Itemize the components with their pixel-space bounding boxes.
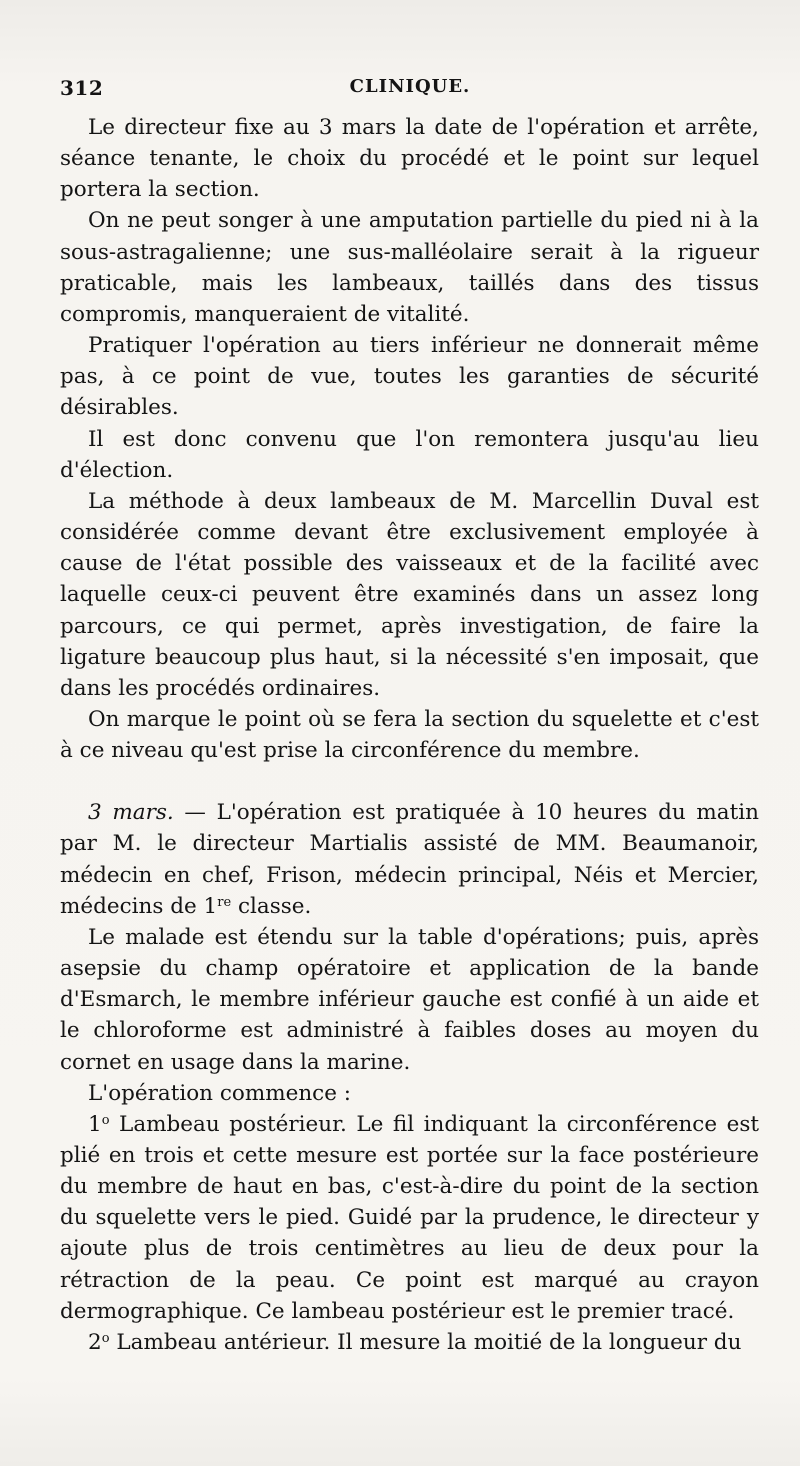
paragraph: On marque le point où se fera la section du squelette et c'est à ce niveau qu'est prise la circonférence du membre. xyxy=(60,706,759,764)
paragraph: On ne peut songer à une amputation partielle du pied ni à la sous-astragalienne; une sus-malléolaire serait à la rigueur praticable, mais les lambeaux, taillés dans des tissus compromis, manqueraient de vitalité. xyxy=(60,208,759,327)
running-head: CLINIQUE. xyxy=(349,76,471,97)
paragraph: L'opération commence : xyxy=(88,1080,352,1106)
page-number: 312 xyxy=(60,76,104,100)
item-number: 1 xyxy=(88,1111,102,1137)
page-header xyxy=(60,76,760,102)
item-number: 2 xyxy=(88,1329,102,1355)
date-label: 3 mars. xyxy=(88,800,174,826)
paragraph: Le malade est étendu sur la table d'opérations; puis, après asepsie du champ opératoire et application de la bande d'Esmarch, le membre inférieur gauche est confié à un aide et le chloroforme est administré à faibles doses au moyen du cornet en usage dans la marine. xyxy=(60,924,759,1075)
paragraph-dated: 3 mars. — L'opération est pratiquée à 10 heures du matin par M. le directeur Martialis assisté de MM. Beaumanoir, médecin en chef, Frison, médecin principal, Néis et Mercier, médecins de 1re classe. xyxy=(60,800,759,919)
paragraph: La méthode à deux lambeaux de M. Marcellin Duval est considérée comme devant être exclusivement employée à cause de l'état possible des vaisseaux et de la facilité avec laquelle ceux-ci peuvent être examinés dans un assez long parcours, ce qui permet, après investigation, de faire la ligature beaucoup plus haut, si la nécessité s'en imposait, que dans les procédés ordinaires. xyxy=(60,488,759,701)
body-text xyxy=(60,112,759,1358)
paragraph-numbered: 1$^o$ Lambeau postérieur. Le fil indiquant la circonférence est plié en trois et cette mesure est portée sur la face postérieure du membre de haut en bas, c'est-à-dire du point de la section du squelette vers le pied. Guidé par la prudence, le directeur y ajoute plus de trois centimètres au lieu de deux pour la rétraction de la peau. Ce point est marqué au crayon dermographique. Ce lambeau postérieur est le premier tracé. xyxy=(60,1111,759,1324)
paragraph: Pratiquer l'opération au tiers inférieur ne donnerait même pas, à ce point de vue, toutes les garanties de sécurité désirables. xyxy=(60,333,759,421)
paragraph: Il est donc convenu que l'on remontera jusqu'au lieu d'élection. xyxy=(60,426,759,483)
paragraph: Le directeur fixe au 3 mars la date de l'opération et arrête, séance tenante, le choix du procédé et le point sur lequel portera la section. xyxy=(60,115,759,203)
paragraph-numbered: 2$^o$ Lambeau antérieur. Il mesure la moitié de la longueur du xyxy=(88,1329,742,1355)
